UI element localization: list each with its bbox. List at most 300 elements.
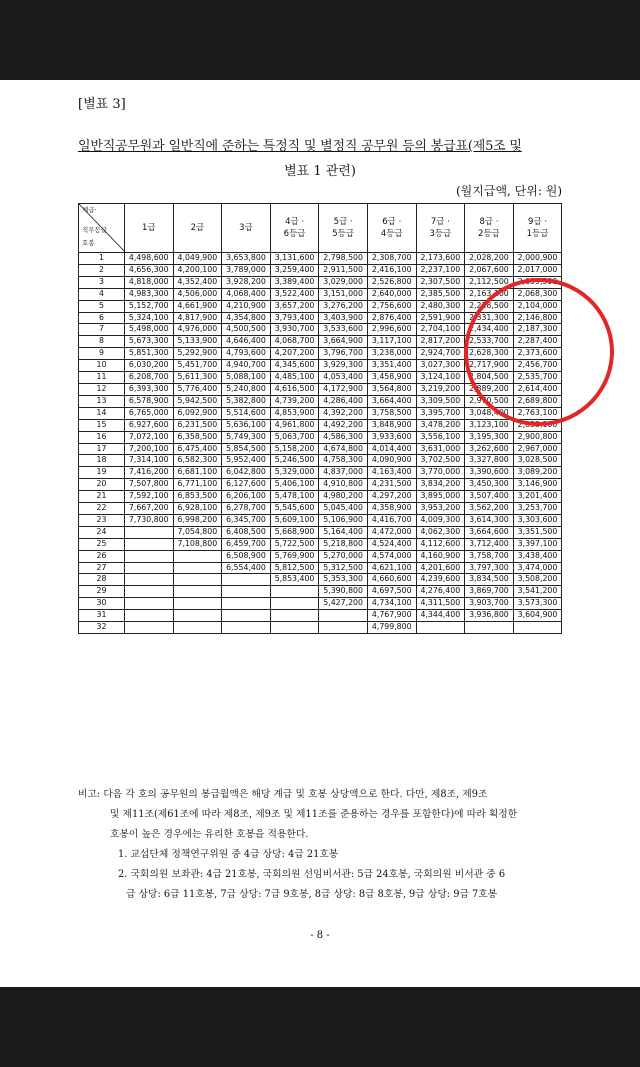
salary-cell: 3,653,800 bbox=[222, 253, 271, 265]
table-row bbox=[79, 550, 562, 562]
table-row bbox=[79, 467, 562, 479]
salary-cell: 7,592,100 bbox=[125, 491, 174, 503]
salary-cell: 3,238,000 bbox=[367, 348, 416, 360]
salary-cell: 3,390,600 bbox=[465, 467, 514, 479]
salary-cell: 3,797,300 bbox=[465, 562, 514, 574]
salary-cell: 4,976,000 bbox=[173, 324, 222, 336]
salary-cell: 2,970,500 bbox=[465, 395, 514, 407]
salary-cell: 3,770,000 bbox=[416, 467, 465, 479]
salary-cell: 3,953,200 bbox=[416, 503, 465, 515]
salary-cell: 4,498,600 bbox=[125, 253, 174, 265]
salary-cell: 5,063,700 bbox=[270, 431, 319, 443]
salary-cell: 5,133,900 bbox=[173, 336, 222, 348]
salary-cell: 7,314,100 bbox=[125, 455, 174, 467]
salary-cell: 4,697,500 bbox=[367, 586, 416, 598]
salary-cell bbox=[173, 622, 222, 634]
salary-cell: 5,164,400 bbox=[319, 526, 368, 538]
salary-cell: 3,327,800 bbox=[465, 455, 514, 467]
salary-cell: 4,345,600 bbox=[270, 360, 319, 372]
salary-cell: 2,028,200 bbox=[465, 253, 514, 265]
column-header-duty: 1등급 bbox=[526, 229, 549, 239]
notes-section bbox=[78, 785, 568, 905]
salary-cell: 5,106,900 bbox=[319, 514, 368, 526]
salary-cell: 3,930,700 bbox=[270, 324, 319, 336]
salary-cell: 5,776,400 bbox=[173, 383, 222, 395]
column-header-grade: 9급 · bbox=[528, 217, 548, 227]
step-cell: 4 bbox=[79, 288, 125, 300]
header-row bbox=[79, 204, 562, 253]
table-title-line2: 별표 1 관련) bbox=[284, 164, 356, 179]
salary-cell: 7,730,800 bbox=[125, 514, 174, 526]
salary-cell: 5,636,100 bbox=[222, 419, 271, 431]
salary-cell: 5,088,100 bbox=[222, 372, 271, 384]
column-header-duty: 2등급 bbox=[478, 229, 500, 239]
salary-cell: 4,817,900 bbox=[173, 312, 222, 324]
note-line: 호봉이 높은 경우에는 유리한 호봉을 적용한다. bbox=[110, 829, 309, 840]
salary-cell: 4,940,700 bbox=[222, 360, 271, 372]
salary-cell: 3,089,200 bbox=[513, 467, 562, 479]
salary-cell: 3,933,600 bbox=[367, 431, 416, 443]
salary-cell: 4,674,800 bbox=[319, 443, 368, 455]
step-cell: 19 bbox=[79, 467, 125, 479]
salary-cell: 4,201,600 bbox=[416, 562, 465, 574]
column-header bbox=[513, 204, 562, 253]
note-item: 1. 교섭단체 정책연구위원 중 4급 상당: 4급 21호봉 bbox=[118, 849, 339, 860]
salary-cell: 6,771,100 bbox=[173, 479, 222, 491]
salary-cell: 2,798,500 bbox=[319, 253, 368, 265]
salary-cell: 4,239,600 bbox=[416, 574, 465, 586]
salary-cell: 3,303,600 bbox=[513, 514, 562, 526]
salary-cell: 3,351,500 bbox=[513, 526, 562, 538]
salary-cell: 6,927,600 bbox=[125, 419, 174, 431]
salary-cell: 6,765,000 bbox=[125, 407, 174, 419]
salary-cell bbox=[173, 586, 222, 598]
salary-cell: 5,854,500 bbox=[222, 443, 271, 455]
salary-cell: 5,329,000 bbox=[270, 467, 319, 479]
salary-cell: 2,704,100 bbox=[416, 324, 465, 336]
salary-cell: 4,062,300 bbox=[416, 526, 465, 538]
salary-cell: 4,524,400 bbox=[367, 538, 416, 550]
salary-cell: 5,853,400 bbox=[270, 574, 319, 586]
salary-cell: 2,876,400 bbox=[367, 312, 416, 324]
salary-cell: 5,851,300 bbox=[125, 348, 174, 360]
step-cell: 5 bbox=[79, 300, 125, 312]
salary-cell: 2,833,100 bbox=[513, 419, 562, 431]
salary-cell: 6,408,500 bbox=[222, 526, 271, 538]
salary-cell: 4,734,100 bbox=[367, 598, 416, 610]
table-row bbox=[79, 622, 562, 634]
salary-cell bbox=[125, 574, 174, 586]
salary-cell: 2,228,500 bbox=[465, 300, 514, 312]
step-cell: 30 bbox=[79, 598, 125, 610]
step-cell: 12 bbox=[79, 383, 125, 395]
salary-cell: 7,416,200 bbox=[125, 467, 174, 479]
salary-cell: 5,312,500 bbox=[319, 562, 368, 574]
bottom-black-bar bbox=[0, 987, 640, 1067]
salary-cell: 4,739,200 bbox=[270, 395, 319, 407]
salary-cell: 6,358,500 bbox=[173, 431, 222, 443]
salary-cell: 3,131,600 bbox=[270, 253, 319, 265]
table-row bbox=[79, 431, 562, 443]
salary-cell: 4,818,000 bbox=[125, 276, 174, 288]
salary-cell: 2,068,300 bbox=[513, 288, 562, 300]
salary-cell: 3,117,100 bbox=[367, 336, 416, 348]
salary-cell: 4,793,600 bbox=[222, 348, 271, 360]
step-cell: 2 bbox=[79, 264, 125, 276]
salary-cell: 6,853,500 bbox=[173, 491, 222, 503]
salary-cell: 5,240,800 bbox=[222, 383, 271, 395]
salary-cell: 5,498,000 bbox=[125, 324, 174, 336]
salary-cell: 6,278,700 bbox=[222, 503, 271, 515]
salary-cell: 3,834,200 bbox=[416, 479, 465, 491]
salary-cell: 4,090,900 bbox=[367, 455, 416, 467]
column-header bbox=[367, 204, 416, 253]
salary-cell: 5,673,300 bbox=[125, 336, 174, 348]
salary-cell: 3,276,200 bbox=[319, 300, 368, 312]
salary-cell: 5,324,100 bbox=[125, 312, 174, 324]
column-header-grade: 3급 bbox=[239, 223, 253, 233]
salary-cell: 2,996,600 bbox=[367, 324, 416, 336]
salary-cell: 3,664,600 bbox=[465, 526, 514, 538]
salary-cell: 2,804,500 bbox=[465, 372, 514, 384]
page-number: - 8 - bbox=[310, 930, 330, 941]
salary-cell bbox=[513, 622, 562, 634]
salary-cell: 6,208,700 bbox=[125, 372, 174, 384]
table-row bbox=[79, 443, 562, 455]
salary-cell: 3,664,400 bbox=[367, 395, 416, 407]
salary-cell bbox=[222, 586, 271, 598]
salary-cell: 2,533,700 bbox=[465, 336, 514, 348]
salary-cell: 6,928,100 bbox=[173, 503, 222, 515]
salary-cell: 3,123,100 bbox=[465, 419, 514, 431]
salary-cell: 3,195,300 bbox=[465, 431, 514, 443]
salary-cell: 2,717,900 bbox=[465, 360, 514, 372]
column-header bbox=[222, 204, 271, 253]
salary-cell: 2,900,800 bbox=[513, 431, 562, 443]
step-cell: 22 bbox=[79, 503, 125, 515]
salary-cell: 4,207,200 bbox=[270, 348, 319, 360]
header-corner-cell bbox=[79, 204, 125, 253]
step-cell: 32 bbox=[79, 622, 125, 634]
salary-cell: 3,789,000 bbox=[222, 264, 271, 276]
step-cell: 16 bbox=[79, 431, 125, 443]
salary-cell: 2,911,500 bbox=[319, 264, 368, 276]
salary-cell bbox=[173, 610, 222, 622]
salary-cell: 5,609,100 bbox=[270, 514, 319, 526]
salary-cell: 5,406,100 bbox=[270, 479, 319, 491]
salary-cell: 3,262,600 bbox=[465, 443, 514, 455]
salary-cell: 5,611,300 bbox=[173, 372, 222, 384]
corner-grade: 계급· bbox=[82, 206, 97, 214]
salary-cell: 2,187,300 bbox=[513, 324, 562, 336]
salary-cell: 6,206,100 bbox=[222, 491, 271, 503]
salary-cell: 4,616,500 bbox=[270, 383, 319, 395]
salary-cell bbox=[270, 598, 319, 610]
step-cell: 1 bbox=[79, 253, 125, 265]
salary-cell: 6,475,400 bbox=[173, 443, 222, 455]
column-header bbox=[465, 204, 514, 253]
salary-cell: 6,030,200 bbox=[125, 360, 174, 372]
salary-cell: 7,108,800 bbox=[173, 538, 222, 550]
step-cell: 28 bbox=[79, 574, 125, 586]
table-row bbox=[79, 264, 562, 276]
salary-cell: 4,210,900 bbox=[222, 300, 271, 312]
salary-cell: 3,564,800 bbox=[367, 383, 416, 395]
step-cell: 8 bbox=[79, 336, 125, 348]
salary-cell bbox=[125, 610, 174, 622]
step-cell: 7 bbox=[79, 324, 125, 336]
table-row bbox=[79, 526, 562, 538]
salary-cell: 2,480,300 bbox=[416, 300, 465, 312]
salary-cell: 3,027,300 bbox=[416, 360, 465, 372]
table-title-line1 bbox=[78, 135, 522, 154]
salary-cell: 5,545,600 bbox=[270, 503, 319, 515]
title-tail: (제5조 및 bbox=[467, 139, 522, 154]
table-row bbox=[79, 407, 562, 419]
salary-cell: 3,151,000 bbox=[319, 288, 368, 300]
salary-cell: 5,749,300 bbox=[222, 431, 271, 443]
column-header-grade: 4급 · bbox=[285, 217, 305, 227]
corner-step: 호봉 bbox=[82, 239, 95, 247]
column-header-grade: 6급 · bbox=[382, 217, 402, 227]
salary-cell: 4,961,800 bbox=[270, 419, 319, 431]
column-header-duty: 4등급 bbox=[380, 229, 403, 239]
salary-cell: 2,067,600 bbox=[465, 264, 514, 276]
salary-cell: 3,508,200 bbox=[513, 574, 562, 586]
step-cell: 21 bbox=[79, 491, 125, 503]
note-line: 비고: 다음 각 호의 공무원의 봉급월액은 해당 계급 및 호봉 상당액으로 한다. 다만, 제8조, 제9조 bbox=[78, 789, 488, 800]
salary-cell: 3,928,200 bbox=[222, 276, 271, 288]
salary-cell: 5,045,400 bbox=[319, 503, 368, 515]
salary-cell: 3,869,700 bbox=[465, 586, 514, 598]
salary-cell: 2,591,900 bbox=[416, 312, 465, 324]
salary-cell: 4,392,200 bbox=[319, 407, 368, 419]
salary-cell: 2,017,000 bbox=[513, 264, 562, 276]
salary-cell: 2,039,500 bbox=[513, 276, 562, 288]
salary-cell: 4,621,100 bbox=[367, 562, 416, 574]
salary-cell: 2,416,100 bbox=[367, 264, 416, 276]
salary-cell: 6,459,700 bbox=[222, 538, 271, 550]
salary-cell: 4,586,300 bbox=[319, 431, 368, 443]
salary-cell: 6,231,500 bbox=[173, 419, 222, 431]
salary-cell: 3,474,000 bbox=[513, 562, 562, 574]
salary-cell bbox=[416, 622, 465, 634]
salary-cell: 6,582,300 bbox=[173, 455, 222, 467]
salary-cell: 2,331,300 bbox=[465, 312, 514, 324]
salary-cell bbox=[125, 562, 174, 574]
table-row bbox=[79, 562, 562, 574]
note-line: 및 제11조(제61조에 따라 제8조, 제9조 및 제11조를 준용하는 경우를 포함한다)에 따라 획정한 bbox=[110, 809, 518, 820]
salary-cell bbox=[125, 598, 174, 610]
step-cell: 15 bbox=[79, 419, 125, 431]
step-cell: 3 bbox=[79, 276, 125, 288]
salary-cell: 4,472,000 bbox=[367, 526, 416, 538]
step-cell: 31 bbox=[79, 610, 125, 622]
salary-cell: 6,393,300 bbox=[125, 383, 174, 395]
salary-cell: 2,000,900 bbox=[513, 253, 562, 265]
salary-cell: 3,657,200 bbox=[270, 300, 319, 312]
salary-cell: 5,952,400 bbox=[222, 455, 271, 467]
salary-cell: 5,722,500 bbox=[270, 538, 319, 550]
salary-cell: 3,219,200 bbox=[416, 383, 465, 395]
column-header-grade: 1급 bbox=[141, 223, 156, 233]
salary-cell: 3,028,500 bbox=[513, 455, 562, 467]
salary-cell: 3,758,700 bbox=[465, 550, 514, 562]
salary-cell: 4,983,300 bbox=[125, 288, 174, 300]
column-header bbox=[319, 204, 368, 253]
salary-cell bbox=[270, 586, 319, 598]
salary-cell: 3,848,900 bbox=[367, 419, 416, 431]
table-row bbox=[79, 586, 562, 598]
salary-cell: 4,661,900 bbox=[173, 300, 222, 312]
table-row bbox=[79, 276, 562, 288]
salary-cell: 3,556,100 bbox=[416, 431, 465, 443]
salary-cell: 5,246,500 bbox=[270, 455, 319, 467]
column-header-duty: 6등급 bbox=[283, 229, 306, 239]
salary-cell: 4,485,100 bbox=[270, 372, 319, 384]
salary-cell: 3,631,000 bbox=[416, 443, 465, 455]
salary-cell: 4,354,800 bbox=[222, 312, 271, 324]
salary-cell: 6,998,200 bbox=[173, 514, 222, 526]
salary-cell: 3,929,300 bbox=[319, 360, 368, 372]
salary-cell: 2,373,600 bbox=[513, 348, 562, 360]
salary-cell: 3,253,700 bbox=[513, 503, 562, 515]
salary-cell: 6,681,100 bbox=[173, 467, 222, 479]
salary-cell: 2,924,700 bbox=[416, 348, 465, 360]
salary-cell: 5,478,100 bbox=[270, 491, 319, 503]
salary-cell: 2,287,400 bbox=[513, 336, 562, 348]
salary-cell: 2,628,300 bbox=[465, 348, 514, 360]
salary-cell: 3,522,400 bbox=[270, 288, 319, 300]
salary-cell: 2,967,000 bbox=[513, 443, 562, 455]
salary-cell: 3,124,100 bbox=[416, 372, 465, 384]
column-header-grade: 7급 · bbox=[430, 217, 450, 227]
appendix-label: [별표 3] bbox=[78, 97, 126, 112]
title-main: 일반직공무원과 일반직에 준하는 특정직 및 별정직 공무원 등의 봉급표 bbox=[78, 139, 468, 154]
salary-cell: 7,200,100 bbox=[125, 443, 174, 455]
salary-cell: 7,667,200 bbox=[125, 503, 174, 515]
salary-cell bbox=[270, 610, 319, 622]
salary-cell: 2,237,100 bbox=[416, 264, 465, 276]
salary-cell: 6,092,900 bbox=[173, 407, 222, 419]
salary-cell: 4,049,900 bbox=[173, 253, 222, 265]
salary-cell: 5,353,300 bbox=[319, 574, 368, 586]
salary-cell: 6,578,900 bbox=[125, 395, 174, 407]
salary-cell: 3,533,600 bbox=[319, 324, 368, 336]
salary-cell: 5,451,700 bbox=[173, 360, 222, 372]
salary-cell: 3,793,400 bbox=[270, 312, 319, 324]
salary-cell: 3,712,400 bbox=[465, 538, 514, 550]
salary-cell: 4,160,900 bbox=[416, 550, 465, 562]
step-cell: 9 bbox=[79, 348, 125, 360]
salary-cell: 3,351,400 bbox=[367, 360, 416, 372]
salary-cell: 2,308,700 bbox=[367, 253, 416, 265]
salary-cell bbox=[125, 538, 174, 550]
salary-cell: 5,158,200 bbox=[270, 443, 319, 455]
salary-cell: 2,173,600 bbox=[416, 253, 465, 265]
salary-cell: 5,292,900 bbox=[173, 348, 222, 360]
salary-cell bbox=[319, 622, 368, 634]
salary-cell: 4,344,400 bbox=[416, 610, 465, 622]
salary-cell: 4,574,000 bbox=[367, 550, 416, 562]
salary-cell: 3,834,500 bbox=[465, 574, 514, 586]
salary-cell: 4,980,200 bbox=[319, 491, 368, 503]
table-row bbox=[79, 491, 562, 503]
salary-cell: 7,507,800 bbox=[125, 479, 174, 491]
salary-cell: 3,541,200 bbox=[513, 586, 562, 598]
salary-cell: 6,508,900 bbox=[222, 550, 271, 562]
step-cell: 24 bbox=[79, 526, 125, 538]
salary-cell: 3,604,900 bbox=[513, 610, 562, 622]
salary-cell: 3,458,900 bbox=[367, 372, 416, 384]
salary-cell: 5,668,900 bbox=[270, 526, 319, 538]
salary-cell: 4,200,100 bbox=[173, 264, 222, 276]
salary-cell: 2,104,000 bbox=[513, 300, 562, 312]
salary-cell: 5,812,500 bbox=[270, 562, 319, 574]
step-cell: 20 bbox=[79, 479, 125, 491]
salary-cell: 3,309,500 bbox=[416, 395, 465, 407]
salary-cell: 4,799,800 bbox=[367, 622, 416, 634]
note-item: 급 상당: 6급 11호봉, 7급 상당: 7급 9호봉, 8급 상당: 8급 8호봉, 9급 상당: 9급 7호봉 bbox=[126, 889, 498, 900]
step-cell: 14 bbox=[79, 407, 125, 419]
table-row bbox=[79, 479, 562, 491]
salary-cell: 3,895,000 bbox=[416, 491, 465, 503]
corner-duty: 직무등급 bbox=[82, 226, 108, 234]
salary-cell: 4,646,400 bbox=[222, 336, 271, 348]
step-cell: 13 bbox=[79, 395, 125, 407]
salary-cell: 4,163,400 bbox=[367, 467, 416, 479]
salary-cell: 4,311,500 bbox=[416, 598, 465, 610]
salary-cell: 4,352,400 bbox=[173, 276, 222, 288]
salary-cell: 3,389,400 bbox=[270, 276, 319, 288]
salary-cell: 5,390,800 bbox=[319, 586, 368, 598]
salary-cell: 4,053,400 bbox=[319, 372, 368, 384]
column-header bbox=[270, 204, 319, 253]
table-row bbox=[79, 598, 562, 610]
salary-cell: 3,403,900 bbox=[319, 312, 368, 324]
salary-cell: 3,146,900 bbox=[513, 479, 562, 491]
column-header-duty: 3등급 bbox=[429, 229, 452, 239]
top-black-bar bbox=[0, 0, 640, 80]
salary-cell: 3,438,400 bbox=[513, 550, 562, 562]
table-row bbox=[79, 538, 562, 550]
salary-cell: 4,758,300 bbox=[319, 455, 368, 467]
column-header bbox=[125, 204, 174, 253]
salary-cell: 3,201,400 bbox=[513, 491, 562, 503]
salary-cell: 6,345,700 bbox=[222, 514, 271, 526]
salary-cell: 4,910,800 bbox=[319, 479, 368, 491]
table-row bbox=[79, 455, 562, 467]
salary-cell: 2,146,800 bbox=[513, 312, 562, 324]
salary-cell: 4,297,200 bbox=[367, 491, 416, 503]
salary-cell: 2,614,400 bbox=[513, 383, 562, 395]
salary-cell: 5,382,800 bbox=[222, 395, 271, 407]
salary-cell: 2,817,200 bbox=[416, 336, 465, 348]
salary-cell: 3,702,500 bbox=[416, 455, 465, 467]
salary-cell: 4,500,500 bbox=[222, 324, 271, 336]
salary-cell bbox=[173, 550, 222, 562]
column-header bbox=[173, 204, 222, 253]
salary-cell: 2,112,500 bbox=[465, 276, 514, 288]
salary-cell bbox=[125, 622, 174, 634]
salary-cell: 7,072,100 bbox=[125, 431, 174, 443]
salary-cell bbox=[125, 550, 174, 562]
step-cell: 23 bbox=[79, 514, 125, 526]
salary-cell: 4,112,600 bbox=[416, 538, 465, 550]
salary-cell: 2,385,500 bbox=[416, 288, 465, 300]
salary-cell: 2,763,100 bbox=[513, 407, 562, 419]
salary-cell bbox=[222, 574, 271, 586]
